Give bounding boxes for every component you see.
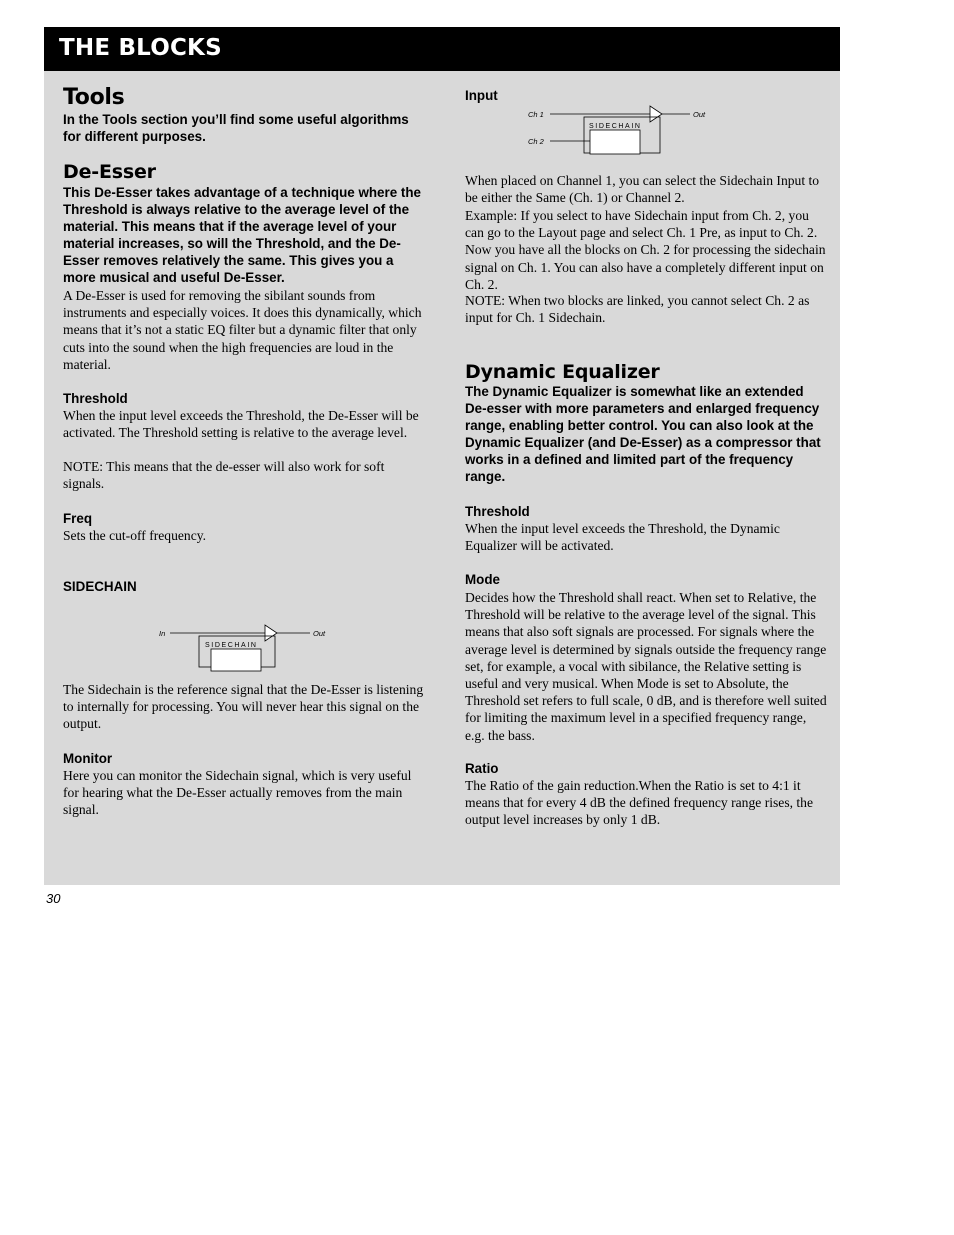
tools-title: Tools (63, 85, 125, 110)
diagram-in-label: In (159, 629, 166, 638)
diagram-block-label: SIDECHAIN (205, 642, 258, 649)
monitor-text: Here you can monitor the Sidechain signal, which is very useful for hearing what the De-Esser actually removes from the main signal. (63, 768, 412, 818)
tools-intro: In the Tools section you’ll find some useful algorithms for different purposes. (63, 112, 409, 144)
sidechain-text: The Sidechain is the reference signal that the De-Esser is listening to internally for processing. You will never hear this signal on the output. (63, 682, 424, 732)
diagram-out-label: Out (313, 629, 326, 638)
mode-heading: Mode (465, 572, 500, 587)
content-panel (44, 71, 840, 885)
de-esser-title: De-Esser (63, 161, 156, 183)
input-diagram (525, 103, 725, 159)
diagram-ch2-label: Ch 2 (528, 137, 544, 146)
dynamic-equalizer-title: Dynamic Equalizer (465, 361, 660, 383)
threshold-text: When the input level exceeds the Threshold, the De-Esser will be activated. The Threshold setting is relative to the average level. (63, 408, 419, 441)
sidechain-diagram (153, 619, 343, 675)
input-paragraph-3: NOTE: When two blocks are linked, you cannot select Ch. 2 as input for Ch. 1 Sidechain. (465, 293, 810, 326)
ratio-text: The Ratio of the gain reduction.When the Ratio is set to 4:1 it means that for every 4 dB the defined frequency range rises, the output level increases by only 1 dB. (465, 778, 814, 828)
diagram-block-box (590, 130, 640, 154)
input-paragraph-2: Example: If you select to have Sidechain input from Ch. 2, you can go to the Layout page and select Ch. 1 Pre, as input to Ch. 2. Now you have all the blocks on Ch. 2 for processing the sidechain signal on Ch. 1. You can also have a completely different input on Ch. 2. (465, 208, 826, 292)
dyn-threshold-text: When the input level exceeds the Threshold, the Dynamic Equalizer will be activated. (465, 521, 780, 554)
diagram-block-label: SIDECHAIN (589, 123, 642, 130)
threshold-heading: Threshold (63, 391, 128, 406)
diagram-ch1-label: Ch 1 (528, 110, 544, 119)
dyn-threshold-heading: Threshold (465, 504, 530, 519)
dynamic-equalizer-lead: The Dynamic Equalizer is somewhat like an extended De-esser with more parameters and enlarged frequency range, enabling better control. You can also look at the Dynamic Equalizer (and De-Esser) as a compressor that works in a defined and limited part of the frequency range. (465, 384, 821, 484)
sidechain-heading: SIDECHAIN (63, 579, 137, 594)
diagram-block-box (211, 649, 261, 671)
freq-text: Sets the cut-off frequency. (63, 528, 207, 543)
de-esser-lead: This De-Esser takes advantage of a technique where the Threshold is always relative to the average level of the material. This means that if the average level of your material increases, so will the Threshold, and the De-Esser removes relatively the same. This gives you a more musical and useful De-Esser. (63, 185, 421, 285)
mode-text: Decides how the Threshold shall react. When set to Relative, the Threshold will be relative to the average level of the signal. This means that also soft signals are processed. For signals where the average level is determined by signals outside the frequency range set, for example, a vocal with sibilance, the Relative setting is useful and very musical. When Mode is set to Absolute, the Threshold set refers to full scale, 0 dB, and is therefore well suited for limiting the maximum level in a specified frequency range, e.g. the bass. (465, 590, 827, 743)
de-esser-body: A De-Esser is used for removing the sibilant sounds from instruments and especially voices. It does this dynamically, which means that it’s not a static EQ filter but a dynamic filter that only cuts into the sound when the high frequencies are loud in the material. (63, 288, 422, 372)
diagram-out-label: Out (693, 110, 706, 119)
ratio-heading: Ratio (465, 761, 499, 776)
section-title: THE BLOCKS (59, 35, 222, 61)
threshold-note: NOTE: This means that the de-esser will also work for soft signals. (63, 459, 385, 492)
page-number: 30 (46, 891, 61, 906)
monitor-heading: Monitor (63, 751, 113, 766)
section-header-bar (44, 27, 840, 71)
input-heading: Input (465, 88, 498, 103)
input-paragraph-1: When placed on Channel 1, you can select the Sidechain Input to be either the Same (Ch. 1) or Channel 2. (465, 173, 820, 206)
freq-heading: Freq (63, 511, 93, 526)
